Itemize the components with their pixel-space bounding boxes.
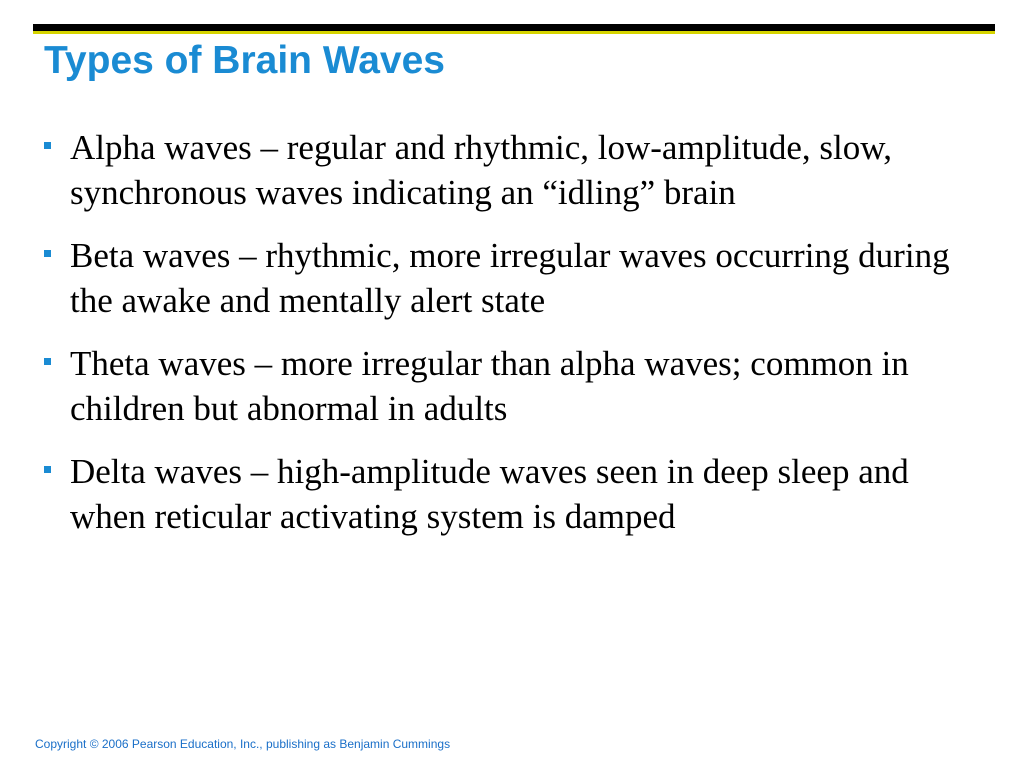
square-bullet-icon xyxy=(44,466,51,473)
bullet-text: Delta waves – high-amplitude waves seen in deep sleep and when reticular activating system is damped xyxy=(70,452,909,536)
square-bullet-icon xyxy=(44,142,51,149)
bullet-text: Alpha waves – regular and rhythmic, low-amplitude, slow, synchronous waves indicating an “idling” brain xyxy=(70,128,892,212)
copyright-footer: Copyright © 2006 Pearson Education, Inc., publishing as Benjamin Cummings xyxy=(35,737,451,751)
bullet-item-beta xyxy=(44,233,974,323)
bullet-item-theta xyxy=(44,341,974,431)
bullet-list xyxy=(44,125,974,557)
bullet-item-delta xyxy=(44,449,974,539)
top-rule xyxy=(33,24,995,34)
bullet-item-alpha xyxy=(44,125,974,215)
slide-title: Types of Brain Waves xyxy=(44,39,445,82)
bullet-text: Beta waves – rhythmic, more irregular waves occurring during the awake and mentally alert state xyxy=(70,236,950,320)
bullet-text: Theta waves – more irregular than alpha waves; common in children but abnormal in adults xyxy=(70,344,909,428)
square-bullet-icon xyxy=(44,358,51,365)
square-bullet-icon xyxy=(44,250,51,257)
